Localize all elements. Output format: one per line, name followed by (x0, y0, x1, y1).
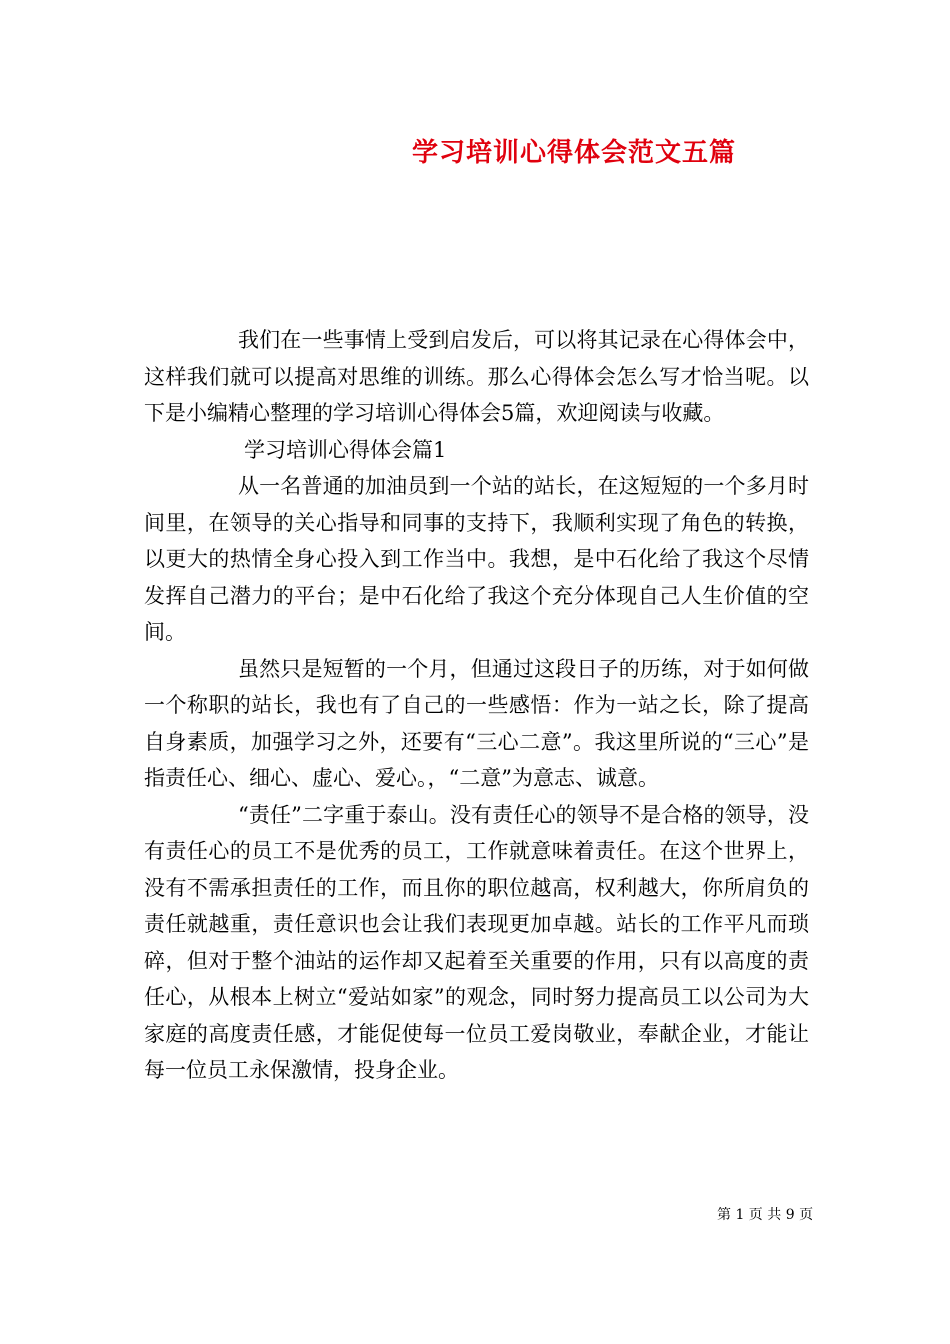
page-number: 第 1 页 共 9 页 (717, 1207, 814, 1223)
intro-paragraph: 我们在一些事情上受到启发后，可以将其记录在心得体会中，这样我们就可以提高对思维的训练。那么心得体会怎么写才恰当呢。以下是小编精心整理的学习培训心得体会5篇，欢迎阅读与收藏。 (144, 328, 809, 425)
body-paragraph-1: 从一名普通的加油员到一个站的站长，在这短短的一个多月时间里，在领导的关心指导和同事的支持下，我顺利实现了角色的转换，以更大的热情全身心投入到工作当中。我想，是中石化给了我这个尽情发挥自己潜力的平台；是中石化给了我这个充分体现自己人生价值的空间。 (144, 474, 809, 644)
section-heading: 学习培训心得体会篇1 (244, 437, 447, 462)
document-title: 学习培训心得体会范文五篇 (412, 138, 737, 168)
body-paragraph-3: “责任”二字重于泰山。没有责任心的领导不是合格的领导，没有责任心的员工不是优秀的员工，工作就意味着责任。在这个世界上，没有不需承担责任的工作，而且你的职位越高，权利越大，你所肩负的责任就越重，责任意识也会让我们表现更加卓越。站长的工作平凡而琐碎，但对于整个油站的运作却又起着至关重要的作用，只有以高度的责任心，从根本上树立“爱站如家”的观念，同时努力提高员工以公司为大家庭的高度责任感，才能促使每一位员工爱岗敬业，奉献企业，才能让每一位员工永保激情，投身企业。 (144, 802, 809, 1082)
document-body (144, 322, 809, 1089)
body-paragraph-2: 虽然只是短暂的一个月，但通过这段日子的历练，对于如何做一个称职的站长，我也有了自己的一些感悟：作为一站之长，除了提高自身素质，加强学习之外，还要有“三心二意”。我这里所说的“三心”是指责任心、细心、虚心、爱心。，“二意”为意志、诚意。 (144, 656, 809, 790)
